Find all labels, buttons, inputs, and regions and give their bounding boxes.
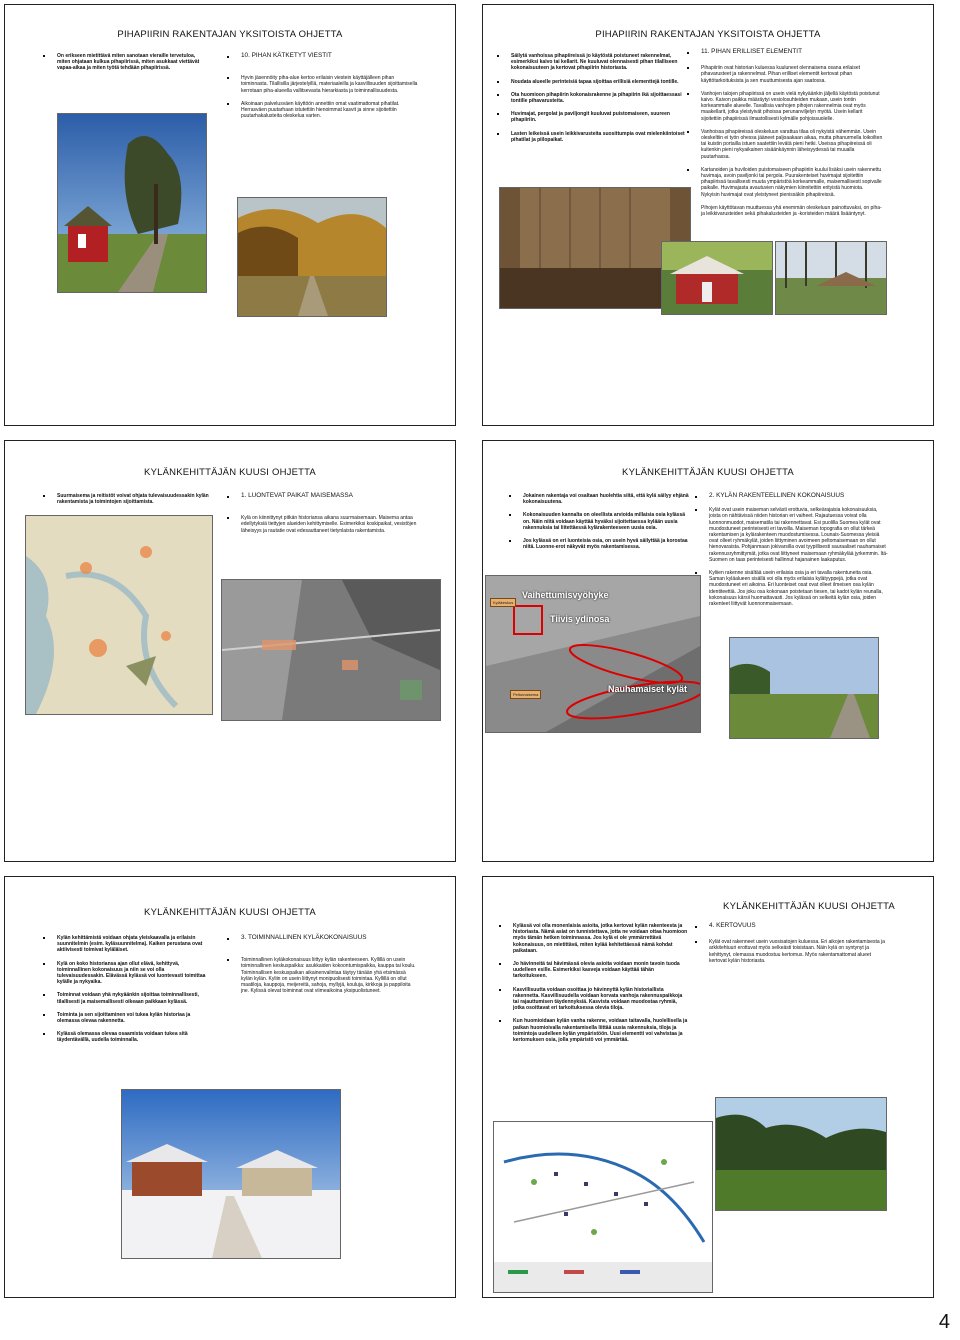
village-plan-map xyxy=(493,1121,713,1293)
slide-title: PIHAPIIRIN RAKENTAJAN YKSITOISTA OHJETTA xyxy=(117,29,343,40)
strip-label: Nauhamaiset kylät xyxy=(608,684,688,694)
rural-road-photo xyxy=(729,637,879,739)
slide-body: 2. KYLÄN RAKENTEELLINEN KOKONAISUUS Kylät ovat usein maiseman selvästi erottuvia, selkeärajaisia kokonaisuuksia, joista on nähtävissä niiden historian eri vaiheet. Rajautuessa voivat olla luonnonmuodot, maisematila tai rakennettavat. Esi puolilla Suomea kylät ovat muodostuneet perinteisesti eri tavoilla. Maiseman topografia on ollut tärkeä rakentamisen ja kylärakenteen muodostumisessa. Lounais-Suomessa yleisiä ovat olleet ryhmäkylät, joiden liittyminen avoimeen peltomaisemaan on ollut hienovaraista. Pohjanmaan jokivarsilla ovat tyypillisesti sauraaliset nauhamaiset rakennusryhmittymät, jotka ovat liittyneet maisemaan ryhmäkylää jyrkemmin. Itä-Suomen on taas perinteisesti hallinnut hajanainen laakaputus. Kyliien rakenne sisältää usein erilaisia osia ja eri tavalla rakentuneita osia. Saman kyläalueen sisällä voi olla myös erilaisia kylätyyppejä, jotka ovat muodostuneet eri aikoina. Eri luonteiset osat ovat olleet ilmeisen osa kylän identiteettiä. Jos joku osa kokonaan poistetaan tiesen, tai kadot kylän reunalla, kokonaisuus kärsii huomattavasti. Jos kylässä on selkeitä kylän osia, joiden rakenteet liittyvät luonnonmaisemaan. xyxy=(709,492,888,608)
page-number: 4 xyxy=(938,1311,950,1333)
aerial-photo xyxy=(221,579,441,721)
core-label: Tiivis ydinosa xyxy=(550,614,610,624)
slide-left-list: Säilytä vanhoissa pihapiireissä jo käytöstä poistuneet rakennelmat, esimerkiksi kaivo tai kellarit. Ne kuuluvat olennaisesti pihan tilalliseen kokonaisuuteen ja kertovat pihapiirin historiasta. Noudata alueelle perinteisiä tapaa sijoittaa erillisiä elementtejä tontille. Ota huomioon pihapiirin kokonaisrakenne ja pihapiirin ikä sijoittaessasi tontille pihavarusteita. Huvimajat, pergolat ja paviljongit kuuluvat puistomaiseen, suureen pihapiiriin. Lasten leikeissä usein leikkivarusteita suosittumpia ovat mielenkiintoiset pihatilat ja piilopaikat. xyxy=(511,53,691,150)
slide-title: PIHAPIIRIN RAKENTAJAN YKSITOISTA OHJETTA xyxy=(595,29,821,40)
slide-6 xyxy=(482,876,934,1298)
slide-left-list: Kylässä voi olla monenlaisia asioita, jotka kertovat kylän rakenteesta ja historiasta. Nämä asiat on tunnistettava, jotta ne voidaan ottaa huomioon myös tämän hetken toiminnassa. Jos kylä ei ole ymmärrettävä kokonaisuus, on mietittävä, miten kylää kehitettäessä nämä kohdat paikataan. Jo hävinneitä tai hävimässä olevia asioita voidaan monin tavoin tuoda uudelleen esille. Esimerkiksi kasveja voidaan käyttää tähän tarkoitukseen. Kasvillisuutta voidaan osoittaa jo hävinnyttä kylän historiallista rakennetta. Kasvillisuudella voidaan korvata vanhoja rakennuspaikkoja tai rajauttumisen täydennyksiä. Kasvista voidaan muodostaa ryhmiä, jotka osoittavat eri tarkoituksessa olevia tiloja. Kun huomioidaan kylän vanha rakenne, voidaan taitavalla, huolellisella ja paikan huomioivalla rakentamisella liittää uusia rakennuksia, tiloja ja toimintoja uudelleen kylän ympäristöön. Uusi elementti voi vahvistaa ja kertomuksen osia, jolla ympäristö voi ymmärtää. xyxy=(513,923,688,1044)
section-heading: 1. LUONTEVAT PAIKAT MAISEMASSA xyxy=(241,493,421,499)
slide-body: 1. LUONTEVAT PAIKAT MAISEMASSA Kylä on kiinnittynyt pitkän historiansa aikana suurmaisemaan. Maisema antaa edellytyksiä tiettyjen alueiden kehittymiselle. Esimerkiksi koskipaikat, vesistöjen läheisyys ja rautatie ovat edesauttaneet tietynlaista rakentamista. xyxy=(241,493,421,541)
tag-label: Kyläkeskus xyxy=(490,598,516,607)
slide-body: 10. PIHAN KÄTKETYT VIESTIT Hyvin jäsennöity piha-alue kertoo erilaisin viestein käyttäjälleen pihan toiminnasta. Tilallisilla järjestelyillä, materiaaleilla ja kasvillisuuden sijoittamisella kerrotaan piha-alueella vallitsevasta hierarkiasta ja toiminnallisuudesta. Aikoinaan palvelusväen käyttöön annettiin omat vaatimattomat pihatilat. Herrasväen puutarhaan istutettiin hienoimmat kasvit ja sinne sijoitettiin puutarhakalusteita oleskelua varten. xyxy=(241,53,421,126)
slide-body: 3. TOIMINNALLINEN KYLÄKOKONAISUUS Toiminnallinen kyläkokonaisuus liittyy kylän rakenteeseen. Kyllillä on usein toiminnallinen keskuspaikka: asukkaiden kokoontumispaikka, kauppa tai koulu. Toiminnallisen keskuspaikan aikainenvalintaa täytyy tänään yhä etsimässä kylän kylän. Kyliin on usein liittynyt monipuolisesti toimintaa. Kyllillä on ollut maatiloja, kauppoja, meijereitä, sahoja, myllyjä, kouluja, kirkkoja ja pappiloita jne. Kylissä olevat toiminnat ovat viimeaikoina yksipuolistuneet. xyxy=(241,934,416,995)
section-heading: 3. TOIMINNALLINEN KYLÄKOKONAISUUS xyxy=(241,935,417,941)
slide-left-list: Kylän kehittämistä voidaan ohjata yleiskaavalla ja erilaisin suunnitelmin (esim. kyläsuunnitelma). Kaiken perustana ovat aktiivisesti toimivat kyläläiset. Kylä on koko historiansa ajan ollut elävä, kehittyvä, toiminnallinen kokonaisuus ja niin se voi olla tulevaisuudessakin. Elävässä kylässä voi luontevasti toimittaa kylälle ja nykyaika. Toiminnat voidaan yhä nykyäänkin sijoittaa toiminnallisesti, tilallisesti ja maisemallisesti oikeaan paikkaan kylässä. Toiminta ja sen sijoittaminen voi tukea kylän historiaa ja olemassa olevaa rakennetta. Kylässä olemassa olevaa osaamista voidaan tukea sitä täydentävällä, uudella toiminnalla. xyxy=(57,935,213,1051)
slide-5 xyxy=(4,876,456,1298)
section-heading: 2. KYLÄN RAKENTEELLINEN KOKONAISUUS xyxy=(709,493,889,499)
park-lawn-photo xyxy=(715,1097,887,1211)
slide-title: KYLÄNKEHITTÄJÄN KUUSI OHJETTA xyxy=(622,467,794,478)
slide-left-text: On erikseen mietittävä miten sanotaan vieraille tervetuloa, miten ohjataan kulkua pihapiirissä, miten asukkaat viettävät vapaa-aikaa ja miten työtä tehdään pihapiirissä. xyxy=(57,53,207,79)
forest-shed-photo xyxy=(775,241,887,315)
slide-1 xyxy=(4,4,456,426)
slide-left-list: Jokainen rakentaja voi osaltaan huolehtia siitä, että kylä säilyy ehjänä kokonaisuutena. Kokonaisuuden kannalta on oleellista arvioida millaisia osia kylässä on. Näin niitä voidaan käyttää hyväksi sijoitettaessa kylään uusia rakennuksia tai liitettäessä kylärakenteeseen uusia osia. Jos kylässä on eri luonteisia osia, on usein hyvä säilyttää ja korostaa niitä. Luonne-erot näkyvät myös rakentamisessa. xyxy=(523,493,693,557)
slide-3 xyxy=(4,440,456,862)
farm-red-barn-photo xyxy=(57,113,207,293)
section-heading: 4. KERTOVUUS xyxy=(709,923,889,929)
slide-title: KYLÄNKEHITTÄJÄN KUUSI OHJETTA xyxy=(144,907,316,918)
red-shed-photo xyxy=(661,241,773,315)
slide-body: 11. PIHAN ERILLISET ELEMENTIT Pihapiiriin ovat historian kuluessa kuuluneet olennaisena osana erilaiset pihavarusteet ja rakennelmat. Pihan erilliset elementit kertovat pihan käyttötarkoituksista ja sen muuttumisesta ajan saatossa. Vanhojen talojen pihapiirissä on usein vielä nykyäänkin jäljellä käytöstä poistunut kaivo. Kaivon paikka määräytyi vesiolosuhteiden mukaan, usein tontin korkeammalle alueelle. Tavallisia vanhojen pihojen rakennelmia ovat myös maakellarit, jotka yleistyivät pihoissa perunanviljelyn myötä. Usein kellarit sijoitettiin pihapiirissä ilmastollisesti kylmälle pohjoissuolelle. Vanhoissa pihapiireissä oleskeluun varattua tilaa oli nykyistä vähemmän. Usein oleskeltiin ei työn ohessa jääneet paljoaakaan aikaa, mutta pihanurmella loikoilten tai kuistin portailla istuen saatettiin levätä pieni hetki. Useissa pihapiireissä oli kuitenkin pieni nykyaikainen sisäänkäynnin läheisyydessä tai muualla puutarhassa. Kartanoiden ja huviloiden puistomaiseen pihapiiriin kuului lisäksi usein rakennettu huvimaja, avoin paviljonki tai pergola. Puurakenteiset huvimajat sijoitettiin pihapiirissä tavallisesti muuta ympäristöä korkeammalle, maisemallisesti sopivalle paikalle. Huvimajasta avautuvien näkymien kiinnitettiin erityistä huomiota. Nykyisin huvimajat ovat yleistyneet pienissäkin pihapiireissä. Pihojen käyttötavan muuttuessa yhä enemmän oleskeluun painottuvaksi, on piha- ja leikkivarusteiden sekä pihakalusteiden ja -koristeiden määrä lisääntynyt. xyxy=(701,48,883,218)
tag-label: Peltomaisema xyxy=(510,690,541,699)
zone-label: Vaihettumisvyöhyke xyxy=(522,590,609,600)
slide-body: 4. KERTOVUUS Kylät ovat rakenneet usein vuosisatojen kuluessa. Eri aikojen rakentamisesta ja arkkitehtuuri erottuvat myös selkeästi toisistaan. Näin kylä on syntynyt ja kehittynyt, olemassa muodostuu kertomus. Myös rakentamattomat alueet kertovat kylän historiasta. xyxy=(709,923,889,971)
slide-title: KYLÄNKEHITTÄJÄN KUUSI OHJETTA xyxy=(144,467,316,478)
slide-4 xyxy=(482,440,934,862)
historic-map-image xyxy=(25,515,213,715)
slide-2 xyxy=(482,4,934,426)
annotated-aerial-photo xyxy=(485,575,701,733)
section-heading: 11. PIHAN ERILLISET ELEMENTIT xyxy=(701,49,883,55)
winter-village-photo xyxy=(121,1089,341,1259)
slide-left-text: Suurmaisema ja reitistöt voivat ohjata tulevaisuudessakin kylän rakentamista ja toimintojen sijoittamista. xyxy=(57,493,217,512)
section-heading: 10. PIHAN KÄTKETYT VIESTIT xyxy=(241,53,421,59)
autumn-road-photo xyxy=(237,197,387,317)
slide-title: KYLÄNKEHITTÄJÄN KUUSI OHJETTA xyxy=(723,901,895,912)
